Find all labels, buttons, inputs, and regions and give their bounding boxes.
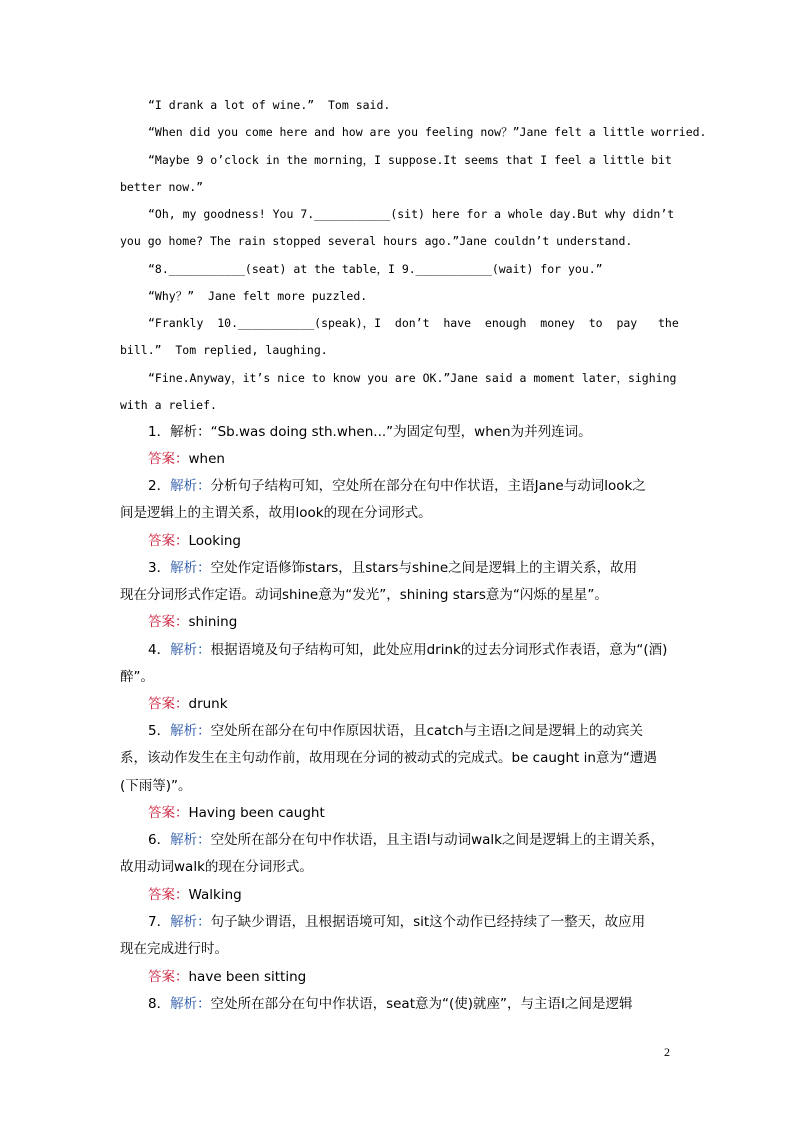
- answer-value: have been sitting: [188, 969, 307, 985]
- analysis-text: 醉”。: [120, 669, 154, 685]
- analysis-label: 解析：: [170, 560, 211, 576]
- analysis-q4: [148, 641, 708, 659]
- question-number: 3．: [148, 560, 171, 576]
- analysis-q2: [148, 477, 708, 495]
- analysis-q1: 1．解析：“Sb.was doing sth.when...”为固定句型，when为并列连词。: [148, 424, 592, 440]
- question-number: 5．: [148, 723, 171, 739]
- story-line: “Fine.Anyway，it’s nice to know you are OK.”Jane said a moment later，sighing: [148, 371, 677, 385]
- story-line: “8.___________(seat) at the table，I 9.___________(wait) for you.”: [148, 262, 603, 276]
- analysis-text: 根据语境及句子结构可知，此处应用drink的过去分词形式作表语，意为“(酒): [210, 642, 668, 658]
- story-line: “When did you come here and how are you feeling now？”Jane felt a little worried.: [148, 125, 707, 139]
- analysis-q7: [148, 913, 708, 931]
- answer-label: 答案：: [148, 614, 189, 630]
- analysis-text: 空处所在部分在句中作原因状语，且catch与主语I之间是逻辑上的动宾关: [210, 723, 644, 739]
- analysis-q6: [148, 831, 708, 849]
- analysis-label: 解析：: [170, 723, 211, 739]
- answer-q2: [148, 532, 708, 550]
- answer-value: Walking: [188, 887, 242, 903]
- answer-q4: [148, 695, 708, 713]
- page-number: 2: [664, 1045, 670, 1059]
- analysis-text: 系，该动作发生在主句动作前，故用现在分词的被动式的完成式。be caught in意为“遭遇: [120, 750, 657, 766]
- answer-q1: [148, 450, 708, 468]
- answer-label: 答案：: [148, 805, 189, 821]
- answer-label: 答案：: [148, 696, 189, 712]
- analysis-label: 解析：: [170, 478, 211, 494]
- answer-q5: [148, 804, 708, 822]
- analysis-label: 解析：: [170, 914, 211, 930]
- question-number: 6．: [148, 832, 171, 848]
- story-line: “Maybe 9 o’clock in the morning，I suppose.It seems that I feel a little bit: [148, 153, 672, 167]
- analysis-text: (下雨等)”。: [120, 778, 192, 794]
- story-line: “Why？” Jane felt more puzzled.: [148, 289, 368, 303]
- answer-label: 答案：: [148, 451, 189, 467]
- analysis-text: 空处所在部分在句中作状语，seat意为“(使)就座”，与主语I之间是逻辑: [210, 996, 633, 1012]
- analysis-text: 故用动词walk的现在分词形式。: [120, 859, 313, 875]
- analysis-q5: [148, 722, 708, 740]
- story-line: bill.” Tom replied, laughing.: [120, 343, 328, 357]
- story-line: with a relief.: [120, 398, 217, 412]
- question-number: 8．: [148, 996, 171, 1012]
- analysis-label: 解析：: [170, 642, 211, 658]
- answer-value: shining: [188, 614, 238, 630]
- story-line: “I drank a lot of wine.” Tom said.: [148, 98, 391, 112]
- answer-q7: [148, 968, 708, 986]
- story-line: you go home? The rain stopped several hours ago.”Jane couldn’t understand.: [120, 234, 633, 248]
- analysis-text: 现在分词形式作定语。动词shine意为“发光”，shining stars意为“闪烁的星星”。: [120, 587, 608, 603]
- analysis-label: 解析：: [170, 996, 211, 1012]
- analysis-q8: [148, 995, 708, 1013]
- analysis-text: 空处所在部分在句中作状语，且主语I与动词walk之间是逻辑上的主谓关系，: [210, 832, 664, 848]
- answer-label: 答案：: [148, 887, 189, 903]
- answer-value: when: [188, 451, 225, 467]
- analysis-text: 空处作定语修饰stars，且stars与shine之间是逻辑上的主谓关系，故用: [210, 560, 638, 576]
- story-line: better now.”: [120, 180, 204, 194]
- analysis-label: 解析：: [170, 832, 211, 848]
- answer-value: Looking: [188, 533, 241, 549]
- analysis-q3: [148, 559, 708, 577]
- analysis-text: 现在完成进行时。: [120, 941, 228, 957]
- question-number: 4．: [148, 642, 171, 658]
- story-line: “Oh, my goodness! You 7.___________(sit) here for a whole day.But why didn’t: [148, 207, 675, 221]
- analysis-text: 句子缺少谓语，且根据语境可知，sit这个动作已经持续了一整天，故应用: [210, 914, 646, 930]
- analysis-text: 分析句子结构可知，空处所在部分在句中作状语，主语Jane与动词look之: [210, 478, 646, 494]
- story-line: “Frankly 10.___________(speak)，I don’t have enough money to pay the: [148, 316, 679, 330]
- answer-q3: [148, 613, 708, 631]
- answer-label: 答案：: [148, 969, 189, 985]
- answer-value: Having been caught: [188, 805, 325, 821]
- question-number: 2．: [148, 478, 171, 494]
- answer-value: drunk: [188, 696, 228, 712]
- analysis-text: 间是逻辑上的主谓关系，故用look的现在分词形式。: [120, 505, 432, 521]
- answer-label: 答案：: [148, 533, 189, 549]
- question-number: 7．: [148, 914, 171, 930]
- answer-q6: [148, 886, 708, 904]
